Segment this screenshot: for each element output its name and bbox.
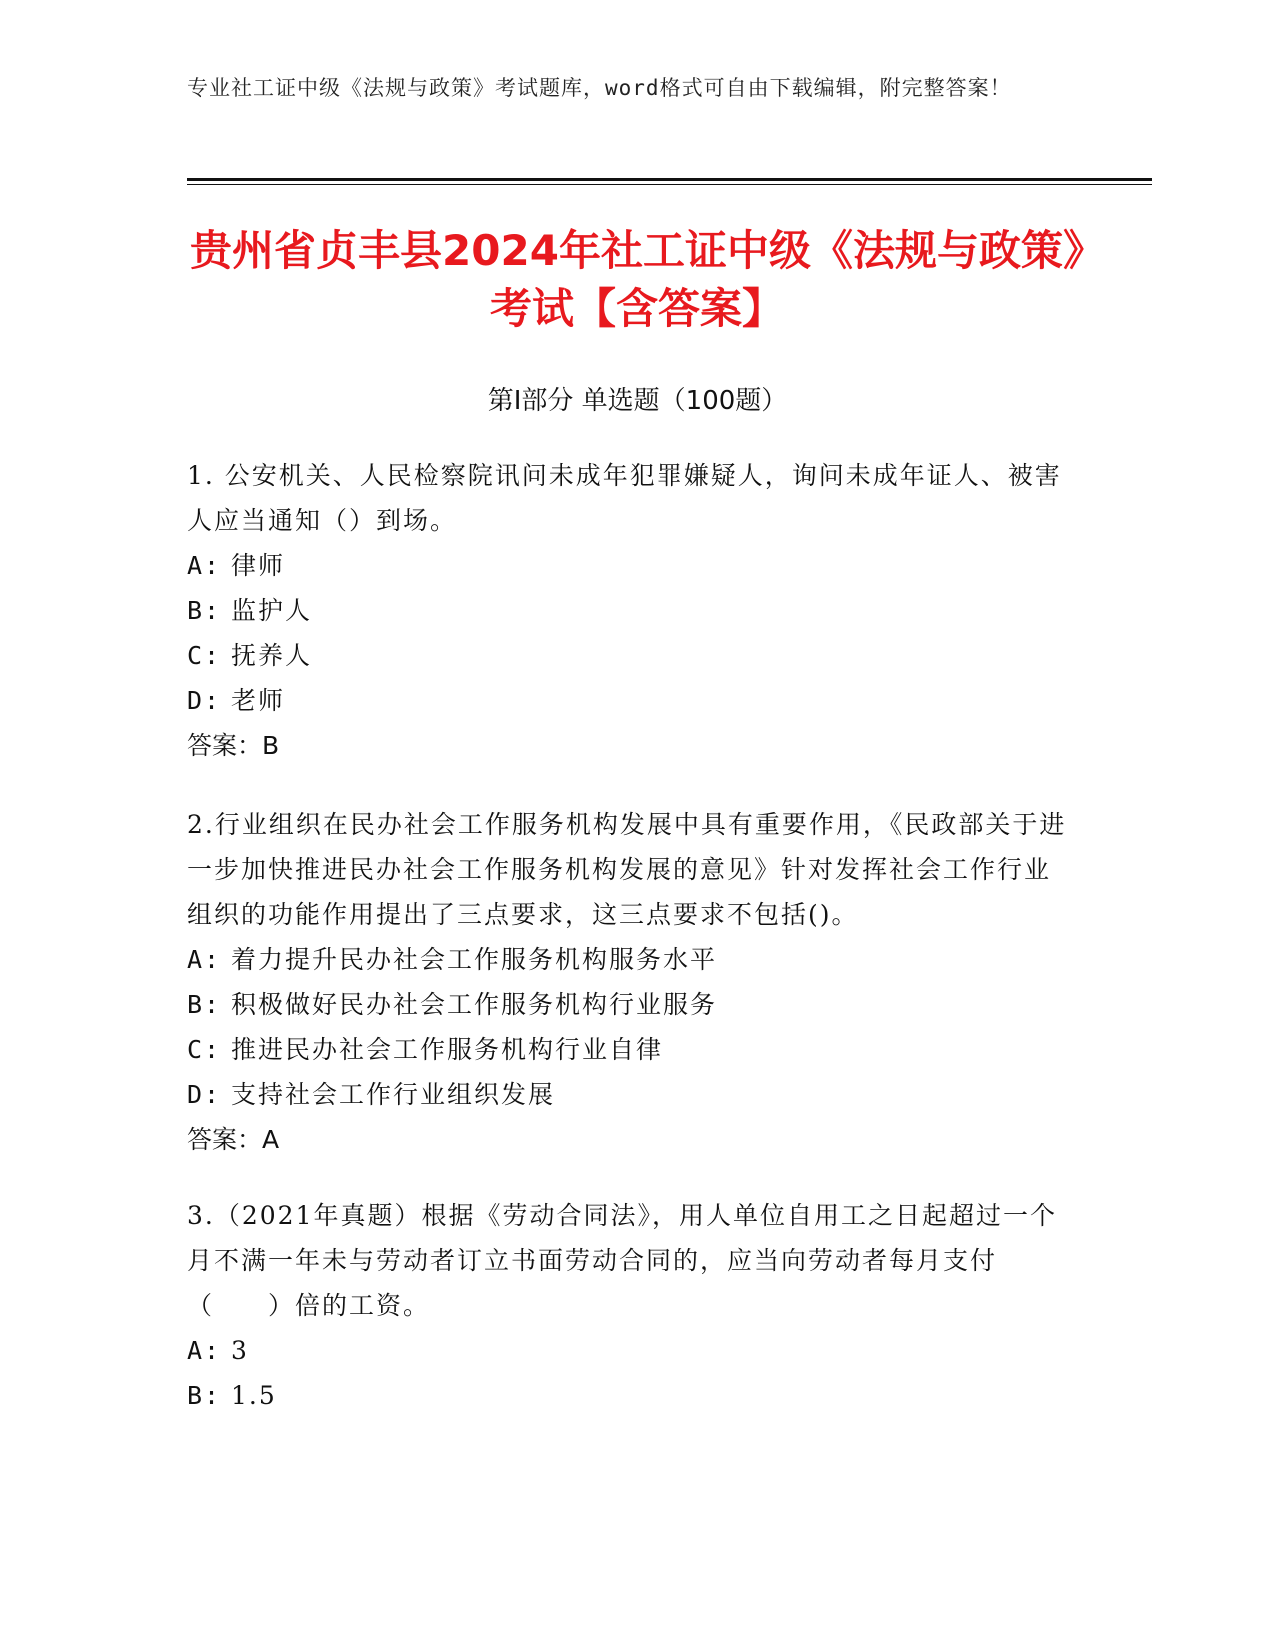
section-heading: 第Ⅰ部分 单选题（100题）: [487, 386, 788, 416]
option-letter: C:: [187, 1035, 222, 1064]
option-text: 3: [231, 1336, 249, 1365]
option-text: 律师: [231, 551, 286, 580]
option-text: 抚养人: [231, 641, 313, 670]
option-a: [187, 543, 1067, 588]
option-c: [187, 633, 1067, 678]
option-letter: B:: [187, 990, 222, 1019]
question-3: [187, 1193, 1067, 1418]
answer-line: 答案：A: [187, 1125, 280, 1154]
option-d: [187, 678, 1067, 723]
option-letter: C:: [187, 641, 222, 670]
option-b: [187, 588, 1067, 633]
option-d: [187, 1072, 1067, 1117]
option-letter: B:: [187, 596, 222, 625]
option-letter: B:: [187, 1381, 222, 1410]
option-text: 推进民办社会工作服务机构行业自律: [231, 1035, 664, 1064]
option-c: [187, 1027, 1067, 1072]
option-text: 积极做好民办社会工作服务机构行业服务: [231, 990, 718, 1019]
option-text: 支持社会工作行业组织发展: [231, 1080, 556, 1109]
question-stem: 2.行业组织在民办社会工作服务机构发展中具有重要作用，《民政部关于进一步加快推进民办社会工作服务机构发展的意见》针对发挥社会工作行业组织的功能作用提出了三点要求，这三点要求不包括()。: [187, 810, 1067, 929]
option-a: [187, 937, 1067, 982]
option-text: 老师: [231, 686, 286, 715]
question-stem: 1. 公安机关、人民检察院讯问未成年犯罪嫌疑人，询问未成年证人、被害人应当通知（）到场。: [187, 461, 1062, 535]
option-b: [187, 982, 1067, 1027]
question-2: [187, 802, 1067, 1162]
header-note: 专业社工证中级《法规与政策》考试题库，word格式可自由下载编辑，附完整答案！: [187, 76, 1012, 100]
header-divider-thick: [187, 178, 1152, 181]
option-text: 监护人: [231, 596, 313, 625]
document-title: 贵州省贞丰县2024年社工证中级《法规与政策》考试【含答案】: [190, 226, 1084, 333]
option-letter: A:: [187, 1336, 222, 1365]
header-divider-thin: [187, 184, 1152, 185]
option-letter: A:: [187, 551, 222, 580]
option-letter: A:: [187, 945, 222, 974]
option-letter: D:: [187, 686, 222, 715]
option-a: [187, 1328, 1067, 1373]
question-stem: 3.（2021年真题）根据《劳动合同法》，用人单位自用工之日起超过一个月不满一年未与劳动者订立书面劳动合同的，应当向劳动者每月支付（ ）倍的工资。: [187, 1201, 1057, 1320]
question-1: [187, 453, 1067, 768]
option-letter: D:: [187, 1080, 222, 1109]
answer-line: 答案：B: [187, 731, 280, 760]
option-text: 1.5: [231, 1381, 277, 1410]
option-b: [187, 1373, 1067, 1418]
option-text: 着力提升民办社会工作服务机构服务水平: [231, 945, 718, 974]
